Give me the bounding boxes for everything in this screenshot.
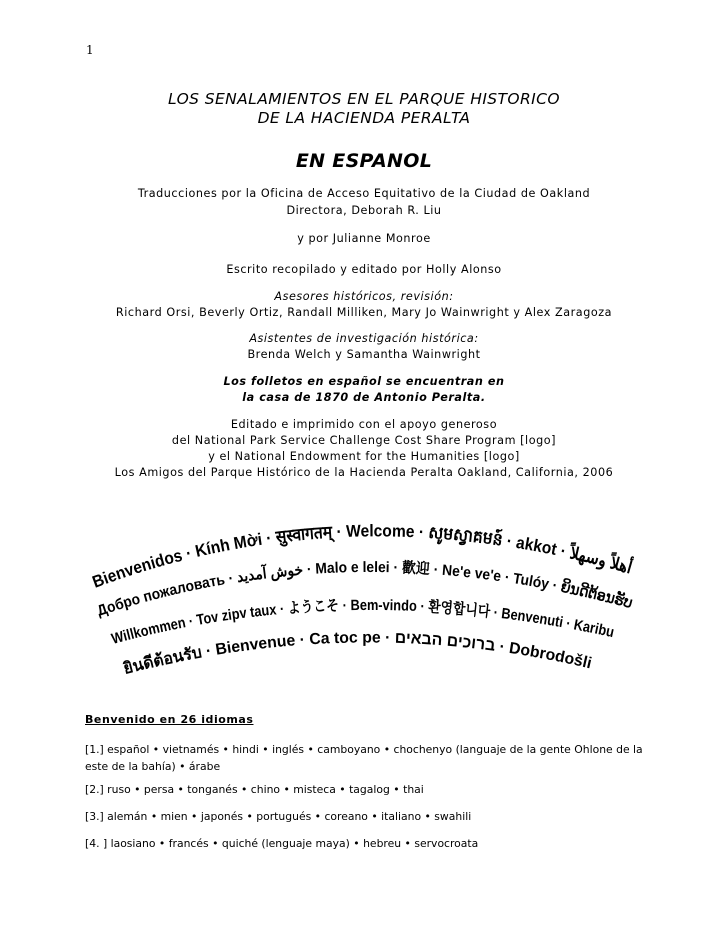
language-group-1: [1.] español • vietnamés • hindi • inglés • camboyano • chochenyo (languaje de la gente Ohlone de la este de la bahía) • árabe xyxy=(85,743,643,773)
assistants-label: Asistentes de investigación histórica: xyxy=(249,332,479,345)
welcome-row-1: Bienvenidos · Kính Mời · सुस्वागतम् · Welcome · សូមស្វាគមន៍ · akkot · أهلاً وسهلاً xyxy=(89,521,635,592)
title-line-2: DE LA HACIENDA PERALTA xyxy=(257,109,471,127)
brochures-line-1: Los folletos en español se encuentran en xyxy=(223,375,505,388)
welcome-row-3: Willkommen · Tov zipv taux · ようこそ · Bem-vindo · 환영합니다 · Benvenuti · Karibu xyxy=(109,596,617,648)
page-number: 1 xyxy=(86,43,94,57)
language-group-2: [2.] ruso • persa • tonganés • chino • misteca • tagalog • thai xyxy=(85,783,424,796)
credit-director: Directora, Deborah R. Liu xyxy=(286,204,442,217)
advisors-names: Richard Orsi, Beverly Ortiz, Randall Milliken, Mary Jo Wainwright y Alex Zaragoza xyxy=(115,306,613,319)
subtitle: EN ESPANOL xyxy=(295,150,433,172)
assistants-names: Brenda Welch y Samantha Wainwright xyxy=(247,348,481,361)
title-line-1: LOS SENALAMIENTOS EN EL PARQUE HISTORICO xyxy=(168,90,560,108)
support-line-2: del National Park Service Challenge Cost Share Program [logo] xyxy=(171,434,557,447)
credit-translations: Traducciones por la Oficina de Acceso Equitativo de la Ciudad de Oakland xyxy=(137,187,591,200)
language-group-4: [4. ] laosiano • francés • quiché (lenguaje maya) • hebreu • servocroata xyxy=(85,837,479,850)
brochures-line-2: la casa de 1870 de Antonio Peralta. xyxy=(242,391,486,404)
advisors-label: Asesores históricos, revisión: xyxy=(274,290,454,303)
credit-also: y por Julianne Monroe xyxy=(297,232,431,245)
language-group-3: [3.] alemán • mien • japonés • portugués • coreano • italiano • swahili xyxy=(85,810,472,823)
languages-heading: Benvenido en 26 idiomas xyxy=(85,713,254,726)
welcome-row-2: Добро пожаловать · خوش آمدید · Malo e lelei · 歡迎 · Ne'e ve'e · Tulóy · ຍິນດີຕ້ອນຮັບ xyxy=(94,558,635,620)
support-line-1: Editado e imprimido con el apoyo generoso xyxy=(230,418,498,431)
welcome-banner-image xyxy=(85,496,645,684)
welcome-row-4: ยินดีต้อนรับ · Bienvenue · Ca toc pe · ברוכים הבאים · Dobrodošli xyxy=(121,629,594,678)
support-line-3: y el National Endowment for the Humanities [logo] xyxy=(208,450,520,463)
support-line-4: Los Amigos del Parque Histórico de la Hacienda Peralta Oakland, California, 2006 xyxy=(114,466,614,479)
credit-compiled: Escrito recopilado y editado por Holly Alonso xyxy=(226,263,502,276)
